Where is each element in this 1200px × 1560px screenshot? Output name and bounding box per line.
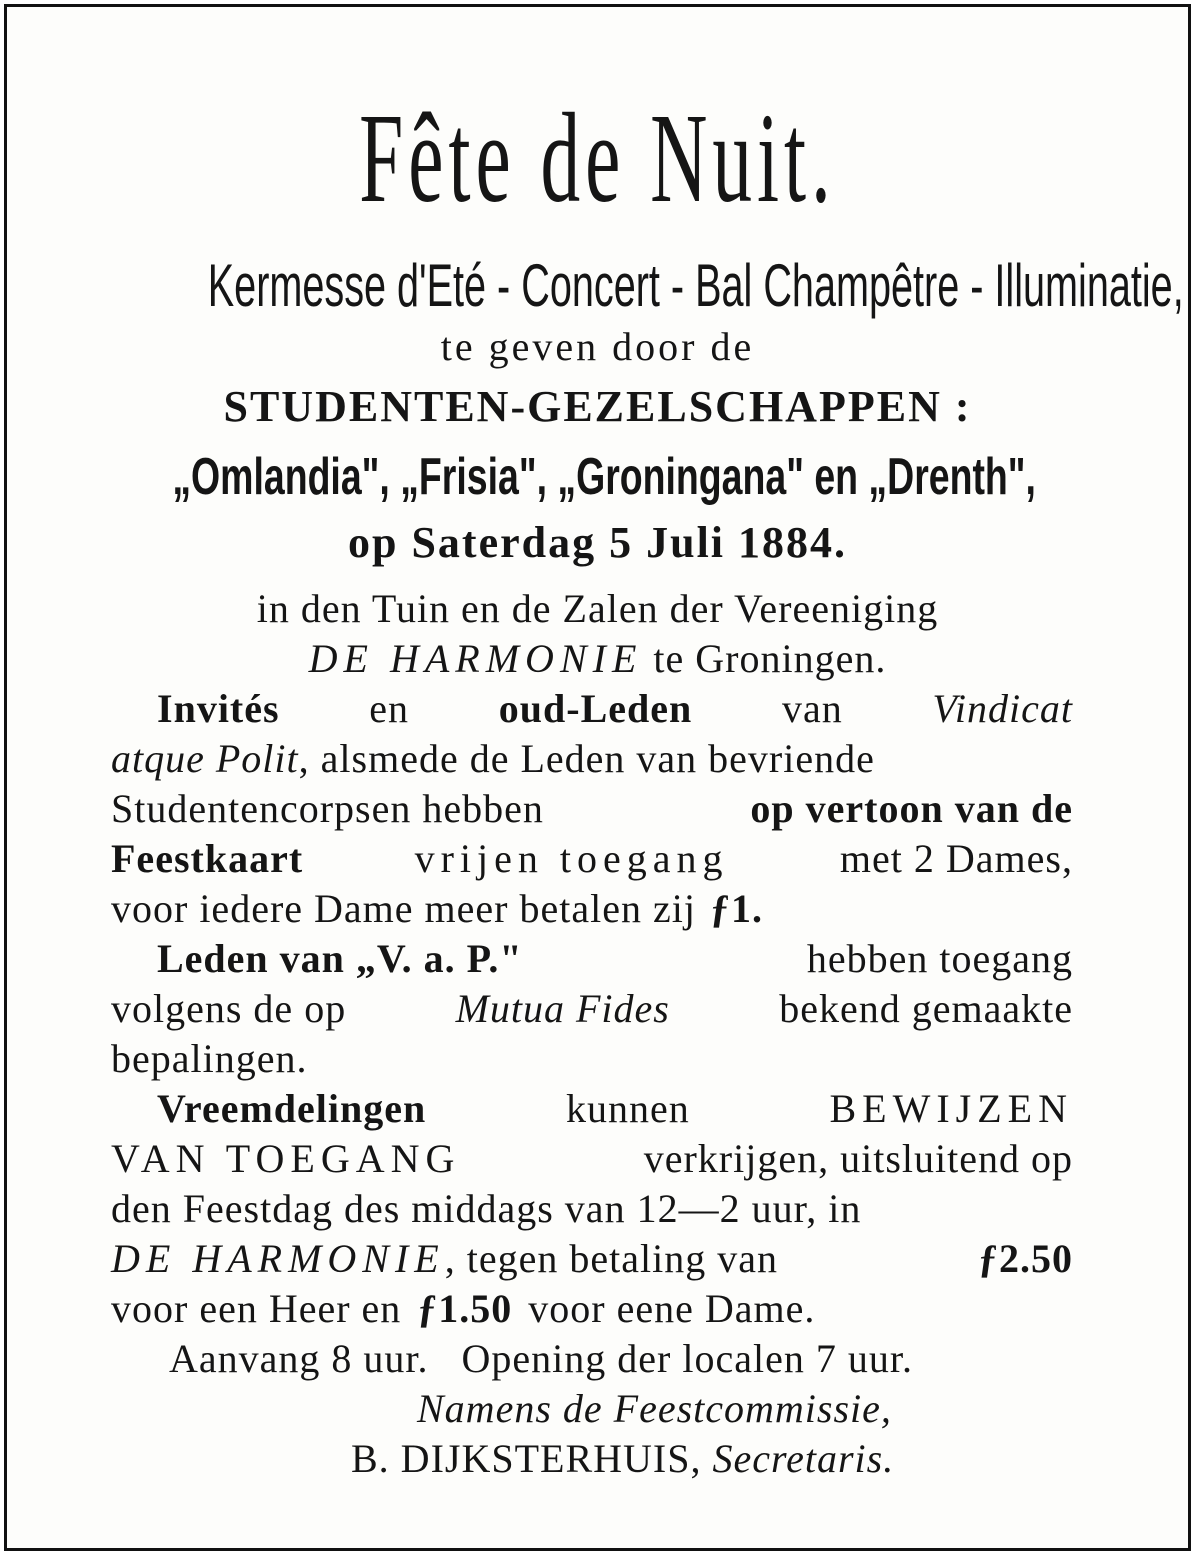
price-lady: ƒ1.50 bbox=[417, 1286, 513, 1331]
opening-times: Aanvang 8 uur. Opening der localen 7 uur. bbox=[169, 1336, 913, 1381]
foreigners-line-5 bbox=[111, 1285, 1011, 1332]
event-date: op Saterdag 5 Juli 1884. bbox=[347, 518, 848, 567]
venue-line-1: in den Tuin en de Zalen der Vereeniging bbox=[256, 586, 939, 631]
event-subtitle: Kermesse d'Eté - Concert - Bal Champêtre - Illuminatie, bbox=[207, 252, 1184, 319]
invites-line-4 bbox=[111, 835, 1073, 882]
invites-line-3 bbox=[111, 785, 1073, 832]
foreigners-spaced: BEWIJZEN bbox=[829, 1086, 1073, 1131]
venue-line-2 bbox=[7, 635, 1188, 682]
invites-word: en bbox=[369, 686, 410, 731]
foreigners-line-4 bbox=[111, 1235, 1073, 1282]
vap-text: bepalingen. bbox=[111, 1036, 308, 1081]
vap-text: bekend gemaakte bbox=[779, 986, 1073, 1031]
foreigners-line-3 bbox=[111, 1185, 1073, 1232]
invites-word: Invités bbox=[157, 686, 280, 731]
page-title: Fête de Nuit. bbox=[359, 87, 836, 229]
foreigners-text: voor een Heer en bbox=[111, 1286, 402, 1331]
invites-text: , alsmede de Leden van bevriende bbox=[298, 736, 875, 781]
free-entry-text: vrijen toegang bbox=[414, 836, 729, 881]
invites-emphasis: Feestkaart bbox=[111, 836, 304, 881]
signature-name: B. DIJKSTERHUIS bbox=[351, 1436, 691, 1481]
venue-city: te Groningen. bbox=[653, 636, 887, 681]
venue-name: DE HARMONIE bbox=[111, 1236, 445, 1281]
invites-text: Studentencorpsen hebben bbox=[111, 786, 544, 831]
signature-block: B. DIJKSTERHUIS, Secretaris. bbox=[351, 1436, 895, 1481]
invites-word: van bbox=[781, 686, 843, 731]
publication-name: Mutua Fides bbox=[455, 986, 670, 1031]
foreigners-spaced: VAN TOEGANG bbox=[111, 1136, 461, 1181]
societies-heading: STUDENTEN-GEZELSCHAPPEN : bbox=[223, 382, 972, 431]
organised-by-line: te geven door de bbox=[440, 324, 755, 369]
vap-emphasis: Leden van „V. a. P." bbox=[157, 936, 523, 981]
signature-on-behalf: Namens de Feestcommissie, bbox=[417, 1386, 892, 1431]
price-gentleman: ƒ2.50 bbox=[978, 1236, 1073, 1281]
vap-line-2 bbox=[111, 985, 1073, 1032]
invites-emphasis: op vertoon van de bbox=[750, 786, 1073, 831]
foreigners-text: verkrijgen, uitsluitend op bbox=[643, 1136, 1073, 1181]
invites-text: met 2 Dames, bbox=[839, 836, 1073, 881]
foreigners-line-2 bbox=[111, 1135, 1073, 1182]
societies-names: „Omlandia", „Frisia", „Groningana" en „Drenth", bbox=[172, 448, 1036, 506]
vap-line-3 bbox=[111, 1035, 1073, 1082]
foreigners-text: den Feestdag des middags van 12—2 uur, in bbox=[111, 1186, 862, 1231]
venue-name: DE HARMONIE bbox=[308, 636, 643, 681]
foreigners-text: voor eene Dame. bbox=[528, 1286, 816, 1331]
invites-line-1 bbox=[157, 685, 1073, 732]
foreigners-line-1 bbox=[157, 1085, 1073, 1132]
foreigners-emphasis: Vreemdelingen bbox=[157, 1086, 427, 1131]
vap-text: hebben toegang bbox=[806, 936, 1073, 981]
society-motto: atque Polit bbox=[111, 736, 299, 781]
foreigners-text: kunnen bbox=[565, 1086, 690, 1131]
foreigners-text: , tegen betaling van bbox=[444, 1236, 778, 1281]
announcement-frame bbox=[4, 4, 1191, 1551]
invites-line-5 bbox=[111, 885, 1073, 932]
invites-line-2 bbox=[111, 735, 1073, 782]
signature-role: Secretaris. bbox=[712, 1436, 895, 1481]
invites-text: voor iedere Dame meer betalen zij bbox=[111, 886, 696, 931]
invites-word: oud-Leden bbox=[498, 686, 693, 731]
price-extra-lady: ƒ1. bbox=[709, 886, 763, 931]
invites-word: Vindicat bbox=[932, 686, 1073, 731]
vap-line-1 bbox=[157, 935, 1073, 982]
vap-text: volgens de op bbox=[111, 986, 347, 1031]
